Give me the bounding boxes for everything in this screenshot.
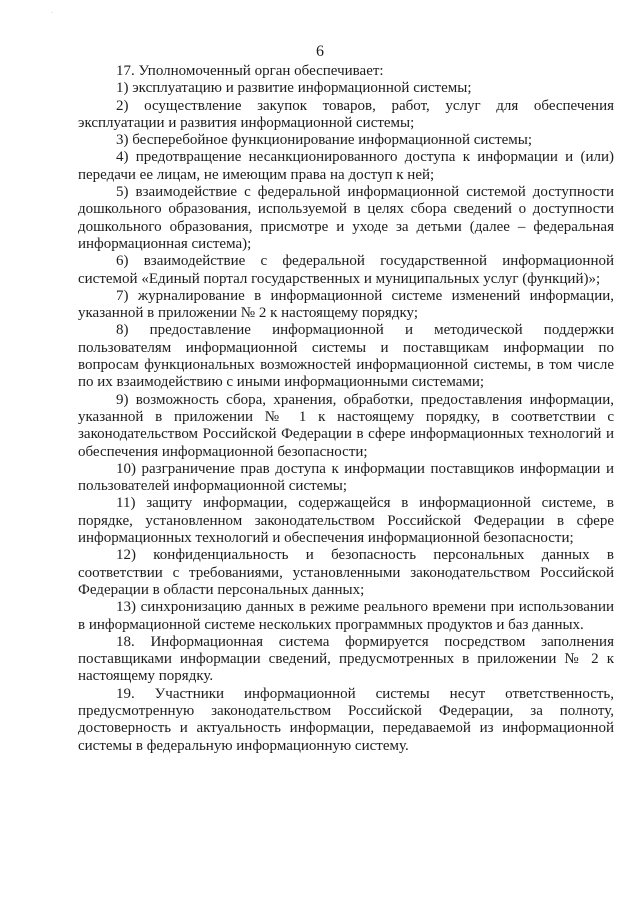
list-item-1: 1) эксплуатацию и развитие информационной системы; [116,80,472,97]
list-item-13: 13) синхронизацию данных в режиме реального времени при использовании в информационной системе нескольких программных продуктов и баз данных. [78,599,614,633]
page-number: 6 [316,43,324,60]
list-item-6: 6) взаимодействие с федеральной государственной информационной системой «Единый портал государственных и муниципальных услуг (функций)»; [78,253,614,287]
list-item-3: 3) бесперебойное функционирование информационной системы; [116,132,533,149]
list-item-8: 8) предоставление информационной и методической поддержки пользователям информационной системы и поставщикам информации по вопросам функциональных возможностей информационной системы, в том числе по их взаимодействию с иными информационными системами; [78,322,614,391]
scan-mark: · [51,9,54,17]
paragraph-18: 18. Информационная система формируется посредством заполнения поставщиками информации сведений, предусмотренных в приложении № 2 к настоящему порядку. [78,633,614,685]
list-item-9: 9) возможность сбора, хранения, обработки, предоставления информации, указанной в приложении № 1 к настоящему порядку, в соответствии с законодательством Российской Федерации в сфере информационных технологий и обеспечения информационной безопасности; [78,391,614,460]
list-item-2: 2) осуществление закупок товаров, работ, услуг для обеспечения эксплуатации и развития информационной системы; [78,97,614,131]
list-item-5: 5) взаимодействие с федеральной информационной системой доступности дошкольного образования, используемой в целях сбора сведений о доступности дошкольного образования, присмотре и уходе за детьми (далее – федеральная информационная система); [78,184,614,252]
list-item-11: 11) защиту информации, содержащейся в информационной системе, в порядке, установленном законодательством Российской Федерации в сфере информационных технологий и обеспечения информационной безопасности; [78,495,614,547]
paragraph-19: 19. Участники информационной системы несут ответственность, предусмотренную законодательством Российской Федерации, за полноту, достоверность и актуальность информации, передаваемой из информационной системы в федеральную информационную систему. [78,685,614,754]
list-item-4: 4) предотвращение несанкционированного доступа к информации и (или) передачи ее лицам, не имеющим права на доступ к ней; [78,149,614,183]
document-body [78,63,614,755]
list-item-7: 7) журналирование в информационной системе изменений информации, указанной в приложении № 2 к настоящему порядку; [78,287,614,322]
list-item-10: 10) разграничение прав доступа к информации поставщиков информации и пользователей информационной системы; [78,460,614,495]
paragraph-17-heading: 17. Уполномоченный орган обеспечивает: [116,63,384,79]
list-item-12: 12) конфиденциальность и безопасность персональных данных в соответствии с требованиями, установленными законодательством Российской Федерации в области персональных данных; [78,547,614,598]
